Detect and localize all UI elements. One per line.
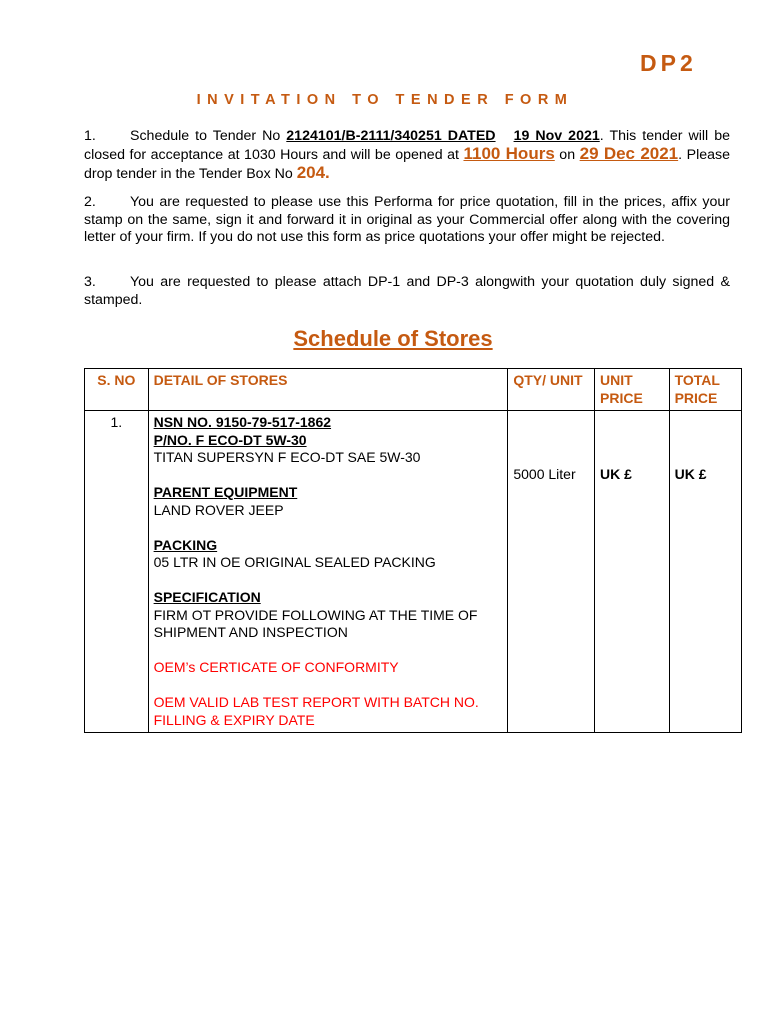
schedule-title: Schedule of Stores — [293, 326, 493, 351]
item-total-price: UK £ — [669, 411, 741, 733]
packing-heading: PACKING — [153, 536, 218, 553]
text: You are requested to please attach DP-1 and DP-3 alongwith your quotation duly signed & stamped. — [84, 274, 730, 308]
header-unit-price: UNIT PRICE — [595, 369, 670, 411]
tender-box-number: 204. — [296, 163, 330, 182]
paragraph-2 — [84, 194, 730, 247]
text: . Please drop tender in the Tender Box No — [84, 147, 730, 182]
table-row — [85, 411, 742, 733]
item-unit-price: UK £ — [595, 411, 670, 733]
oem-lab-report: OEM VALID LAB TEST REPORT WITH BATCH NO. FILLING & EXPIRY DATE — [153, 694, 479, 728]
paragraph-number: 3. — [84, 274, 96, 290]
form-title: INVITATION TO TENDER FORM — [196, 92, 574, 108]
header-detail: DETAIL OF STORES — [148, 369, 508, 411]
paragraph-3 — [84, 274, 730, 309]
item-name: TITAN SUPERSYN F ECO-DT SAE 5W-30 — [153, 449, 421, 465]
opening-time: 1100 Hours — [463, 144, 555, 163]
schedule-table — [84, 368, 742, 733]
item-sno: 1. — [85, 411, 149, 733]
item-detail — [148, 411, 508, 733]
spacer — [496, 128, 514, 144]
tender-number: 2124101/B-2111/340251 DATED — [286, 128, 496, 144]
parent-equipment-heading: PARENT EQUIPMENT — [153, 484, 298, 500]
header-qty: QTY/ UNIT — [508, 369, 595, 411]
text: . This tender will be closed for acceptance at 1030 Hours and will be opened at — [84, 128, 730, 163]
header-sno: S. NO — [85, 369, 149, 411]
oem-certificate: OEM’s CERTICATE OF CONFORMITY — [153, 659, 399, 675]
form-code: DP2 — [640, 50, 697, 76]
packing-value: 05 LTR IN OE ORIGINAL SEALED PACKING — [153, 554, 436, 570]
paragraph-number: 1. — [84, 128, 96, 144]
specification-heading: SPECIFICATION — [153, 589, 261, 605]
parent-equipment-value: LAND ROVER JEEP — [153, 501, 284, 518]
nsn-number: NSN NO. 9150-79-517-1862 — [153, 414, 332, 430]
specification-value: FIRM OT PROVIDE FOLLOWING AT THE TIME OF SHIPMENT AND INSPECTION — [153, 606, 478, 640]
part-number: P/NO. F ECO-DT 5W-30 — [153, 431, 307, 448]
item-qty: 5000 Liter — [508, 411, 595, 733]
text: on — [554, 147, 580, 163]
tender-date: 19 Nov 2021 — [513, 128, 600, 144]
paragraph-1 — [84, 127, 730, 183]
table-header-row — [85, 369, 742, 411]
text: Schedule to Tender No — [130, 128, 287, 144]
text: You are requested to please use this Performa for price quotation, fill in the prices, affix your stamp on the same, sign it and forward it in original as your Commercial offer along with the covering letter of your firm. If you do not use this form as price quotations your offer might be rejected. — [84, 194, 730, 245]
opening-date: 29 Dec 2021 — [579, 144, 679, 163]
header-total-price: TOTAL PRICE — [669, 369, 741, 411]
paragraph-number: 2. — [84, 194, 96, 210]
